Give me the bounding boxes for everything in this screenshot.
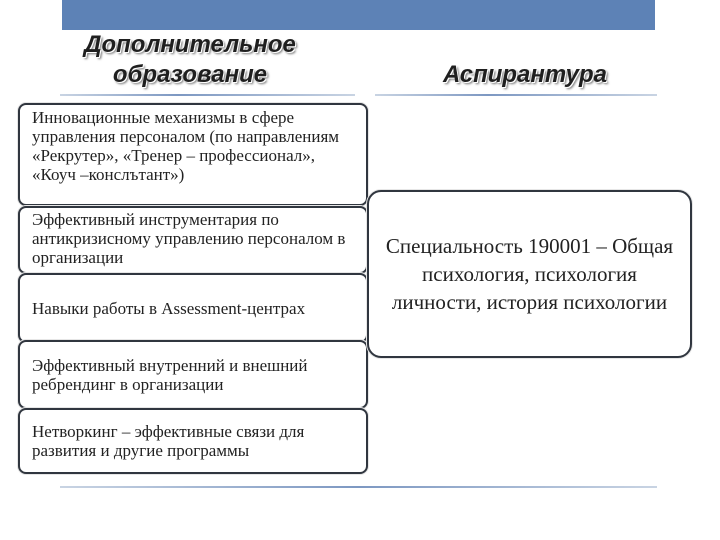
program-text: Эффективный инструментария по антикризисному управлению персоналом в организации xyxy=(32,210,346,267)
specialty-text: Специальность 190001 – Общая психология, психология личности, история психологии xyxy=(385,234,674,314)
divider-right xyxy=(375,94,657,96)
specialty-box xyxy=(367,190,692,358)
program-box-innovative-mechanisms xyxy=(18,103,368,206)
program-text: Нетворкинг – эффективные связи для развития и другие программы xyxy=(32,422,305,460)
program-text: Инновационные механизмы в сфере управления персоналом (по направлениям «Рекрутер», «Тренер – профессионал», «Коуч –конслътант») xyxy=(32,108,340,184)
program-box-networking xyxy=(18,408,368,474)
program-box-rebranding xyxy=(18,340,368,409)
divider-left xyxy=(60,94,355,96)
program-box-anti-crisis xyxy=(18,206,368,274)
divider-bottom xyxy=(60,486,657,488)
program-box-assessment-centers xyxy=(18,273,368,343)
top-accent-band xyxy=(62,0,655,30)
program-text: Навыки работы в Assessment-центрах xyxy=(32,298,306,318)
header-postgraduate: Аспирантура xyxy=(442,61,607,88)
program-text: Эффективный внутренний и внешний ребрендинг в организации xyxy=(32,355,308,394)
header-additional-education: Дополнительное образование xyxy=(84,31,296,88)
